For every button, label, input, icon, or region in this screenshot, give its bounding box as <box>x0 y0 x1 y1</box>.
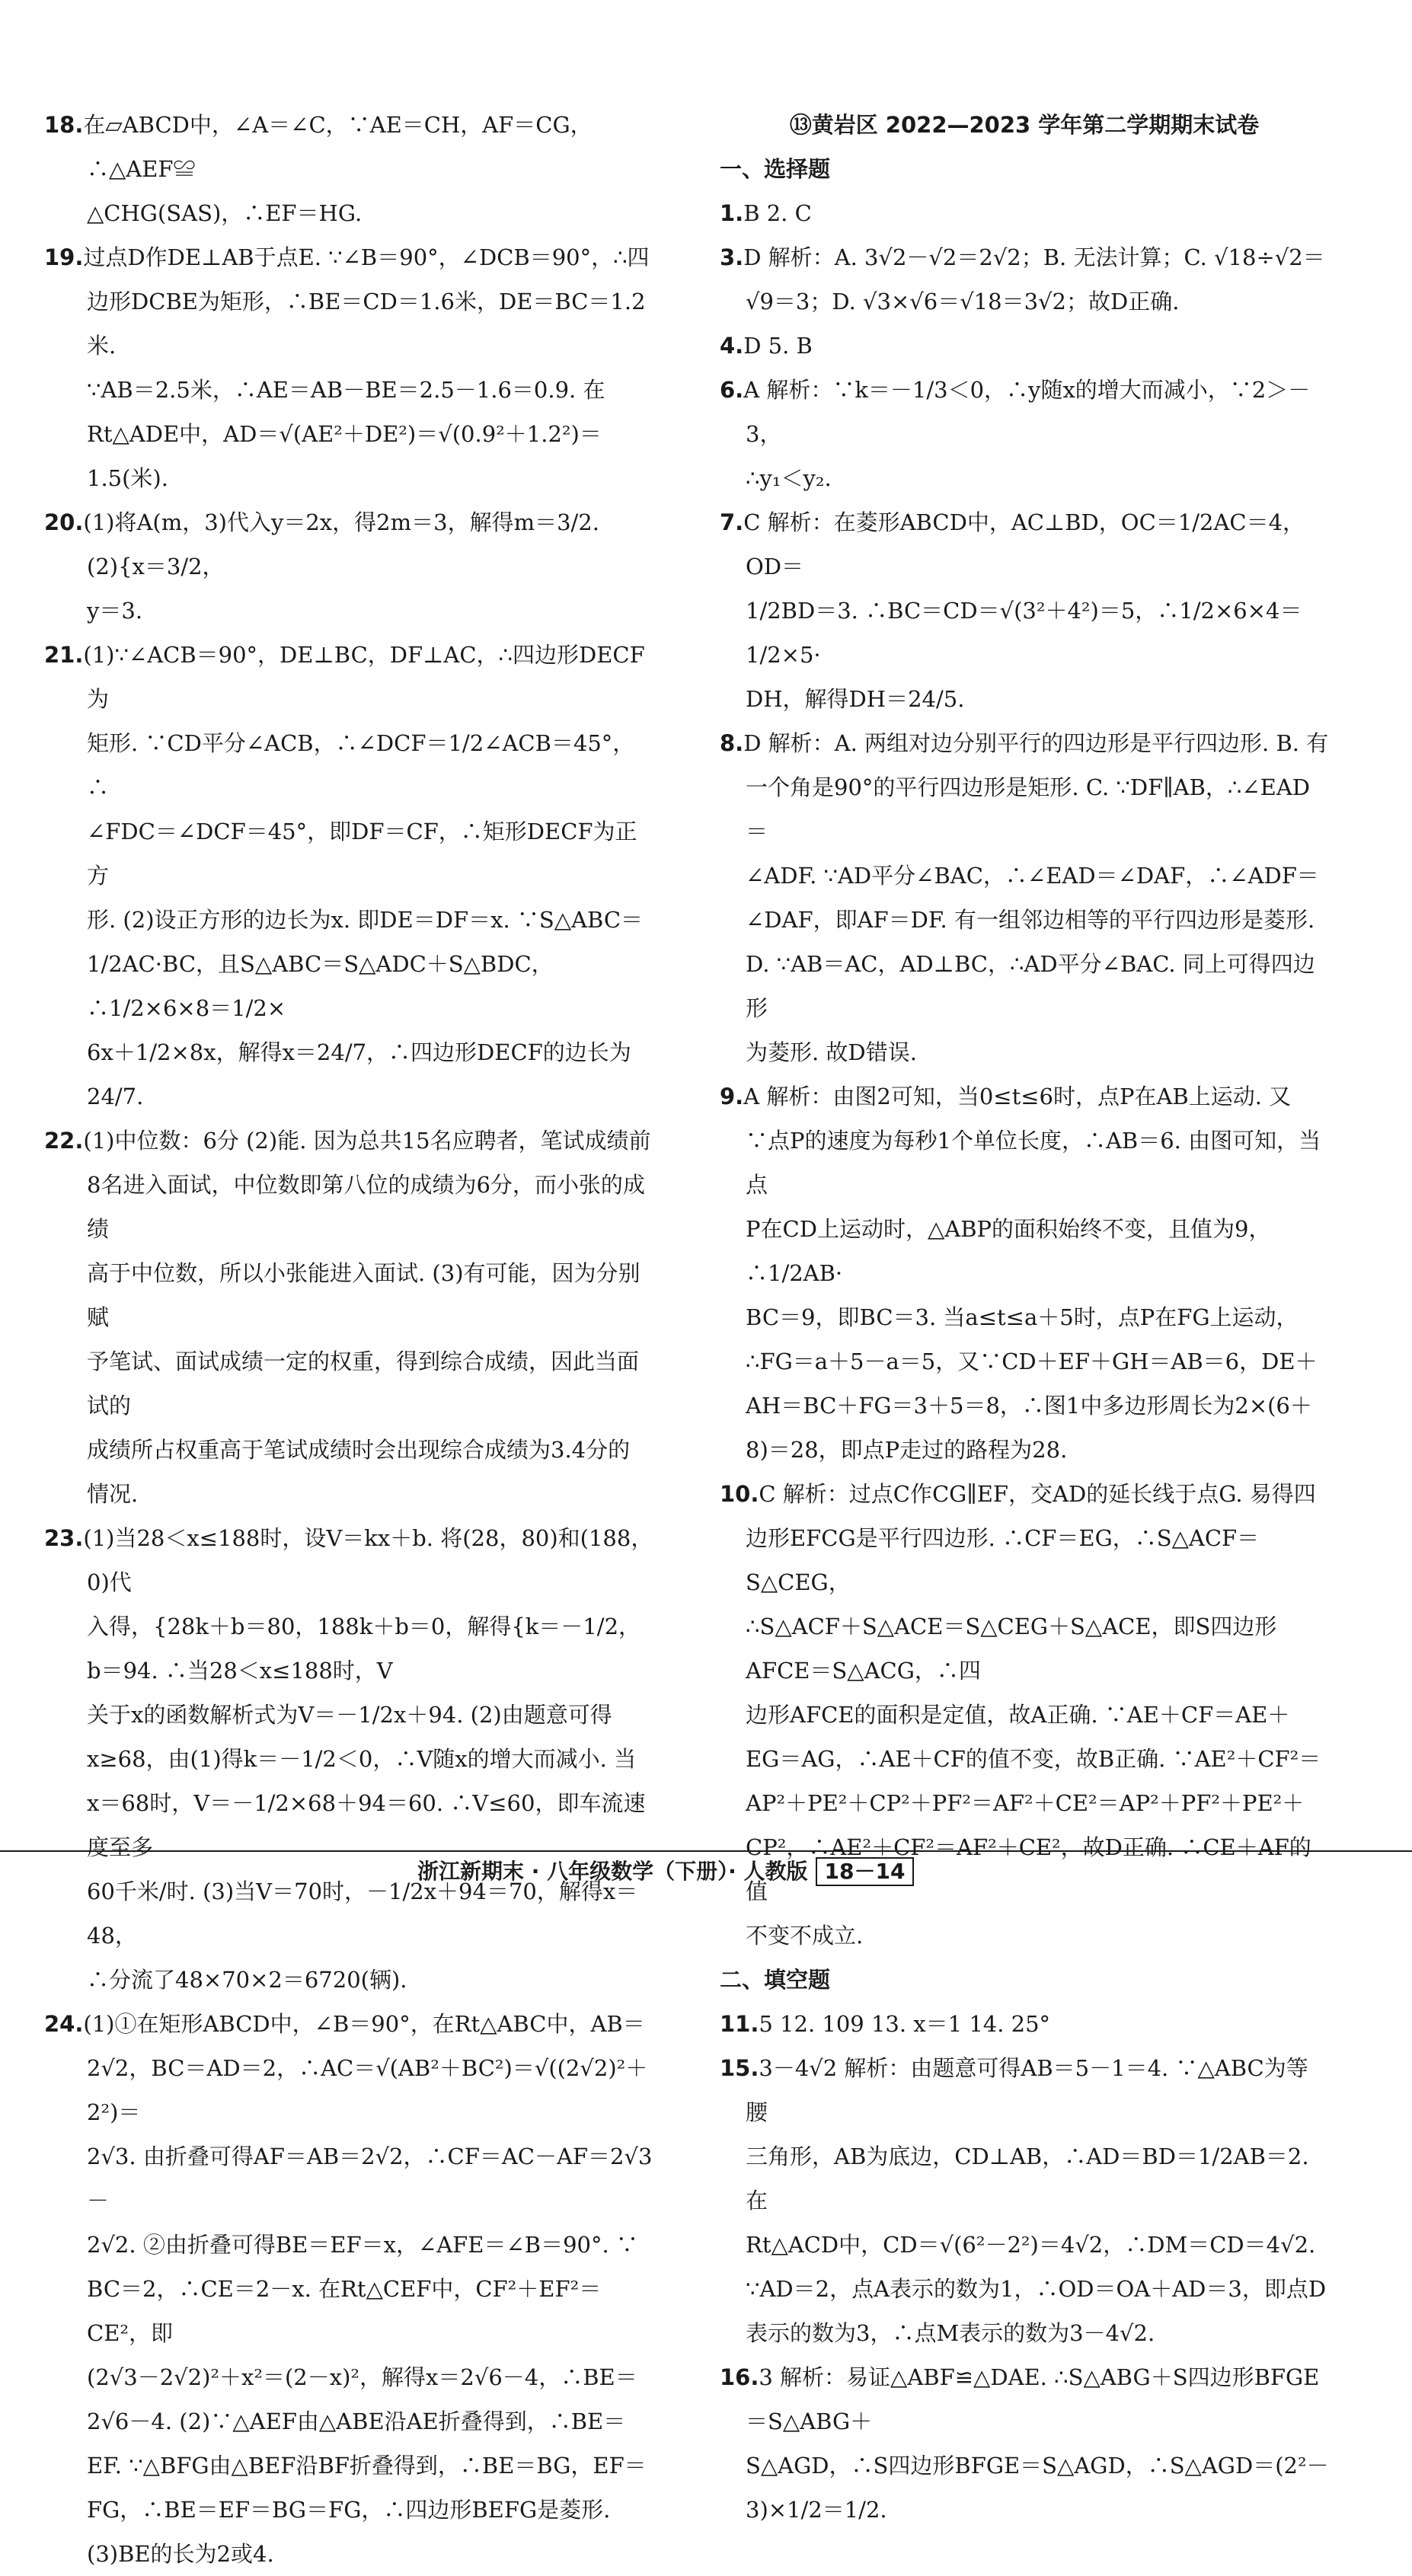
answer-text: (1)当28＜x≤188时，设V＝kx＋b. 将(28，80)和(188，0)代 <box>83 1525 653 1595</box>
answer-line: ∠FDC＝∠DCF＝45°，即DF＝CF，∴矩形DECF为正方 <box>87 819 637 889</box>
answer-line: (2){x＝3/2， <box>87 554 225 579</box>
answer-text: D 解析：A. 两组对边分别平行的四边形是平行四边形. B. 有 <box>743 730 1329 756</box>
question-number: 11. <box>720 2011 759 2037</box>
answer-text: A 解析：由图2可知，当0≤t≤6时，点P在AB上运动. 又 <box>743 1084 1292 1109</box>
answer-line: 60千米/时. (3)当V＝70时，－1/2x＋94＝70，解得x＝48， <box>87 1879 638 1949</box>
question-number: 4. <box>720 333 744 359</box>
answer-line: ∵AD＝2，点A表示的数为1，∴OD＝OA＋AD＝3，即点D <box>746 2276 1327 2302</box>
answer-line: 2√6－4. (2)∵△AEF由△ABE沿AE折叠得到，∴BE＝ <box>87 2408 626 2434</box>
answer-line <box>44 103 653 191</box>
answer-line <box>720 721 1329 765</box>
question-number: 15. <box>720 2055 759 2081</box>
answer-line: S△AGD，∴S四边形BFGE＝S△AGD，∴S△AGD＝(2²－3)×1/2＝1/2. <box>746 2453 1329 2523</box>
question-number: 3. <box>720 244 744 270</box>
answer-line: BC＝2，∴CE＝2－x. 在Rt△CEF中，CF²＋EF²＝CE²，即 <box>87 2276 602 2346</box>
answer-line: 形. (2)设正方形的边长为x. 即DE＝DF＝x. ∵S△ABC＝ <box>87 907 644 933</box>
answer-line: BC＝9，即BC＝3. 当a≤t≤a＋5时，点P在FG上运动， <box>746 1304 1299 1330</box>
question-number: 6. <box>720 377 744 403</box>
answer-text: 3 解析：易证△ABF≌△DAE. ∴S△ABG＋S四边形BFGE＝S△ABG＋ <box>746 2364 1320 2434</box>
answer-item <box>44 1119 653 1516</box>
answer-line: 关于x的函数解析式为V＝－1/2x＋94. (2)由题意可得 <box>87 1702 612 1728</box>
answer-line: 8名进入面试，中位数即第八位的成绩为6分，而小张的成绩 <box>87 1172 645 1242</box>
answer-text: 过点D作DE⊥AB于点E. ∵∠B＝90°，∠DCB＝90°，∴四 <box>83 244 650 270</box>
answer-text: C 解析：过点C作CG∥EF，交AD的延长线于点G. 易得四 <box>759 1481 1316 1507</box>
answer-text: C 解析：在菱形ABCD中，AC⊥BD，OC＝1/2AC＝4，OD＝ <box>743 509 1305 579</box>
answer-line: P在CD上运动时，△ABP的面积始终不变，且值为9，∴1/2AB· <box>746 1216 1271 1286</box>
answer-item <box>44 1516 653 2002</box>
question-number: 1. <box>720 200 744 226</box>
answer-line: 予笔试、面试成绩一定的权重，得到综合成绩，因此当面试的 <box>87 1349 640 1419</box>
answer-line: 情况. <box>87 1481 139 1507</box>
answer-line <box>720 2002 1329 2046</box>
answer-line <box>720 1472 1329 1516</box>
answer-line: 边形DCBE为矩形，∴BE＝CD＝1.6米，DE＝BC＝1.2米. <box>87 289 646 359</box>
answer-line <box>44 1119 653 1163</box>
question-number: 10. <box>720 1481 759 1507</box>
page-footer <box>0 1850 1412 1885</box>
answer-text: D 5. B <box>743 333 813 359</box>
answer-line: Rt△ACD中，CD＝√(6²－2²)＝4√2，∴DM＝CD＝4√2. <box>746 2232 1316 2258</box>
answer-text: 5 12. 109 13. x＝1 14. 25° <box>759 2011 1051 2037</box>
answer-line <box>720 368 1329 456</box>
answer-line: ∵AB＝2.5米，∴AE＝AB－BE＝2.5－1.6＝0.9. 在 <box>87 377 605 403</box>
answer-text: 3－4√2 解析：由题意可得AB＝5－1＝4. ∵△ABC为等腰 <box>746 2055 1308 2125</box>
answer-line: ∠DAF，即AF＝DF. 有一组邻边相等的平行四边形是菱形. <box>746 907 1315 933</box>
question-number: 19. <box>44 244 84 270</box>
answer-line: 入得，{28k＋b＝80，188k＋b＝0，解得{k＝－1/2，b＝94. ∴当28＜x≤188时，V <box>87 1614 641 1684</box>
right-column <box>720 103 1329 2532</box>
answer-line: ∴y₁＜y₂. <box>746 465 832 491</box>
answer-text: (1)∵∠ACB＝90°，DE⊥BC，DF⊥AC，∴四边形DECF为 <box>83 642 645 712</box>
answer-item <box>44 633 653 1119</box>
answer-line <box>44 235 653 279</box>
answer-text: B 2. C <box>743 200 812 226</box>
answer-line <box>720 191 1329 235</box>
answer-line <box>44 633 653 721</box>
answer-line: x≥68，由(1)得k＝－1/2＜0，∴V随x的增大而减小. 当 <box>87 1746 637 1772</box>
answer-item <box>720 2046 1329 2355</box>
answer-line: AH＝BC＋FG＝3＋5＝8，∴图1中多边形周长为2×(6＋ <box>746 1393 1312 1419</box>
question-number: 18. <box>44 112 84 138</box>
section-fill-heading: 二、填空题 <box>720 1967 831 1993</box>
answer-line: 边形AFCE的面积是定值，故A正确. ∵AE＋CF＝AE＋ <box>746 1702 1290 1728</box>
page-number: 18－14 <box>816 1857 915 1886</box>
answer-line: EF. ∵△BFG由△BEF沿BF折叠得到，∴BE＝BG，EF＝ <box>87 2453 647 2479</box>
left-column <box>44 103 653 2576</box>
answer-line: EG＝AG，∴AE＋CF的值不变，故B正确. ∵AE²＋CF²＝ <box>746 1746 1321 1772</box>
answer-line: 2√3. 由折叠可得AF＝AB＝2√2，∴CF＝AC－AF＝2√3－ <box>87 2143 653 2214</box>
answer-text: (1)中位数：6分 (2)能. 因为总共15名应聘者，笔试成绩前 <box>83 1128 651 1154</box>
answer-line: ∠ADF. ∵AD平分∠BAC，∴∠EAD＝∠DAF，∴∠ADF＝ <box>746 863 1319 889</box>
question-number: 7. <box>720 509 744 535</box>
answer-line: 高于中位数，所以小张能进入面试. (3)有可能，因为分别赋 <box>87 1260 641 1330</box>
answer-line: ∴分流了48×70×2＝6720(辆). <box>87 1967 407 1993</box>
answer-line: 为菱形. 故D错误. <box>746 1039 917 1065</box>
answer-item <box>720 721 1329 1074</box>
footer-title: 浙江新期末 · 八年级数学（下册）· 人教版 <box>417 1859 808 1884</box>
answer-item <box>44 235 653 500</box>
answer-line: 2√2，BC＝AD＝2，∴AC＝√(AB²＋BC²)＝√((2√2)²＋2²)＝ <box>87 2055 648 2125</box>
answer-line: FG，∴BE＝EF＝BG＝FG，∴四边形BEFG是菱形. <box>87 2497 611 2523</box>
question-number: 23. <box>44 1525 84 1551</box>
answer-line: △CHG(SAS)，∴EF＝HG. <box>87 200 363 226</box>
answer-line: 成绩所占权重高于笔试成绩时会出现综合成绩为3.4分的 <box>87 1437 631 1463</box>
answer-item <box>44 103 653 235</box>
answer-line <box>720 324 1329 368</box>
answer-line: √9＝3；D. √3×√6＝√18＝3√2；故D正确. <box>746 289 1180 314</box>
question-number: 24. <box>44 2011 84 2037</box>
answer-line: 2√2. ②由折叠可得BE＝EF＝x，∠AFE＝∠B＝90°. ∵ <box>87 2232 638 2258</box>
exam-title: ⑬黄岩区 2022—2023 学年第二学期期末试卷 <box>789 112 1260 138</box>
answer-line: CP²，∴AE²＋CF²＝AF²＋CE²，故D正确. ∴CE＋AF的值 <box>746 1834 1311 1904</box>
answer-line <box>720 2046 1329 2134</box>
answer-line <box>44 500 653 544</box>
answer-line: 边形EFCG是平行四边形. ∴CF＝EG，∴S△ACF＝S△CEG， <box>746 1525 1260 1595</box>
answer-line: 6x＋1/2×8x，解得x＝24/7，∴四边形DECF的边长为24/7. <box>87 1039 631 1109</box>
answer-line <box>720 500 1329 589</box>
answer-item <box>720 191 1329 235</box>
answer-line: 一个角是90°的平行四边形是矩形. C. ∵DF∥AB，∴∠EAD＝ <box>746 774 1311 844</box>
answer-item <box>44 500 653 633</box>
question-number: 8. <box>720 730 744 756</box>
answer-text: A 解析：∵k＝－1/3＜0，∴y随x的增大而减小，∵2＞－3， <box>743 377 1311 447</box>
question-number: 21. <box>44 642 84 668</box>
answer-line: DH，解得DH＝24/5. <box>746 686 965 712</box>
answer-text: D 解析：A. 3√2－√2＝2√2；B. 无法计算；C. √18÷√2＝ <box>743 244 1325 270</box>
question-number: 20. <box>44 509 84 535</box>
answer-item <box>720 500 1329 721</box>
answer-line: 表示的数为3，∴点M表示的数为3－4√2. <box>746 2320 1155 2346</box>
answer-line: (3)BE的长为2或4. <box>87 2541 274 2567</box>
answer-item <box>720 2355 1329 2532</box>
answer-line <box>720 235 1329 279</box>
answer-line: 8)＝28，即点P走过的路程为28. <box>746 1437 1068 1463</box>
question-number: 9. <box>720 1084 744 1109</box>
answer-line: 1/2BD＝3. ∴BC＝CD＝√(3²＋4²)＝5，∴1/2×6×4＝1/2×5· <box>746 598 1302 668</box>
answer-line <box>44 1516 653 1604</box>
answer-text: (1)将A(m，3)代入y＝2x，得2m＝3，解得m＝3/2. <box>83 509 599 535</box>
answer-line: 矩形. ∵CD平分∠ACB，∴∠DCF＝1/2∠ACB＝45°，∴ <box>87 730 635 800</box>
answer-item <box>720 1074 1329 1472</box>
answer-line: (2√3－2√2)²＋x²＝(2－x)²，解得x＝2√6－4，∴BE＝ <box>87 2364 637 2390</box>
answer-line: D. ∵AB＝AC，AD⊥BC，∴AD平分∠BAC. 同上可得四边形 <box>746 951 1315 1021</box>
answer-text: 在▱ABCD中，∠A＝∠C，∵AE＝CH，AF＝CG，∴△AEF≌ <box>83 112 593 182</box>
answer-item <box>44 2002 653 2576</box>
answer-text: (1)①在矩形ABCD中，∠B＝90°，在Rt△ABC中，AB＝ <box>83 2011 645 2037</box>
answer-line: ∴S△ACF＋S△ACE＝S△CEG＋S△ACE，即S四边形AFCE＝S△ACG，∴四 <box>746 1614 1277 1684</box>
answer-item <box>720 324 1329 368</box>
question-number: 16. <box>720 2364 759 2390</box>
answer-item <box>720 2002 1329 2046</box>
answer-line: AP²＋PE²＋CP²＋PF²＝AF²＋CE²＝AP²＋PF²＋PE²＋ <box>746 1790 1305 1816</box>
answer-line <box>44 2002 653 2046</box>
answer-line: ∵点P的速度为每秒1个单位长度，∴AB＝6. 由图可知，当点 <box>746 1128 1321 1198</box>
answer-line: ∴FG＝a＋5－a＝5，又∵CD＋EF＋GH＝AB＝6，DE＋ <box>746 1349 1318 1374</box>
section-choice-heading: 一、选择题 <box>720 156 831 182</box>
answer-line: x＝68时，V＝－1/2×68＋94＝60. ∴V≤60，即车流速度至多 <box>87 1790 646 1860</box>
answer-line: 不变不成立. <box>746 1923 864 1949</box>
answer-item <box>720 235 1329 324</box>
answer-line <box>720 1074 1329 1119</box>
question-number: 22. <box>44 1128 84 1154</box>
answer-item <box>720 368 1329 500</box>
answer-line: 三角形，AB为底边，CD⊥AB，∴AD＝BD＝1/2AB＝2. 在 <box>746 2143 1309 2214</box>
answer-line: y＝3. <box>87 598 143 624</box>
answer-line: 1/2AC·BC，且S△ABC＝S△ADC＋S△BDC，∴1/2×6×8＝1/2× <box>87 951 554 1021</box>
answer-line <box>720 2355 1329 2444</box>
answer-line: Rt△ADE中，AD＝√(AE²＋DE²)＝√(0.9²＋1.2²)＝1.5(米). <box>87 421 602 491</box>
